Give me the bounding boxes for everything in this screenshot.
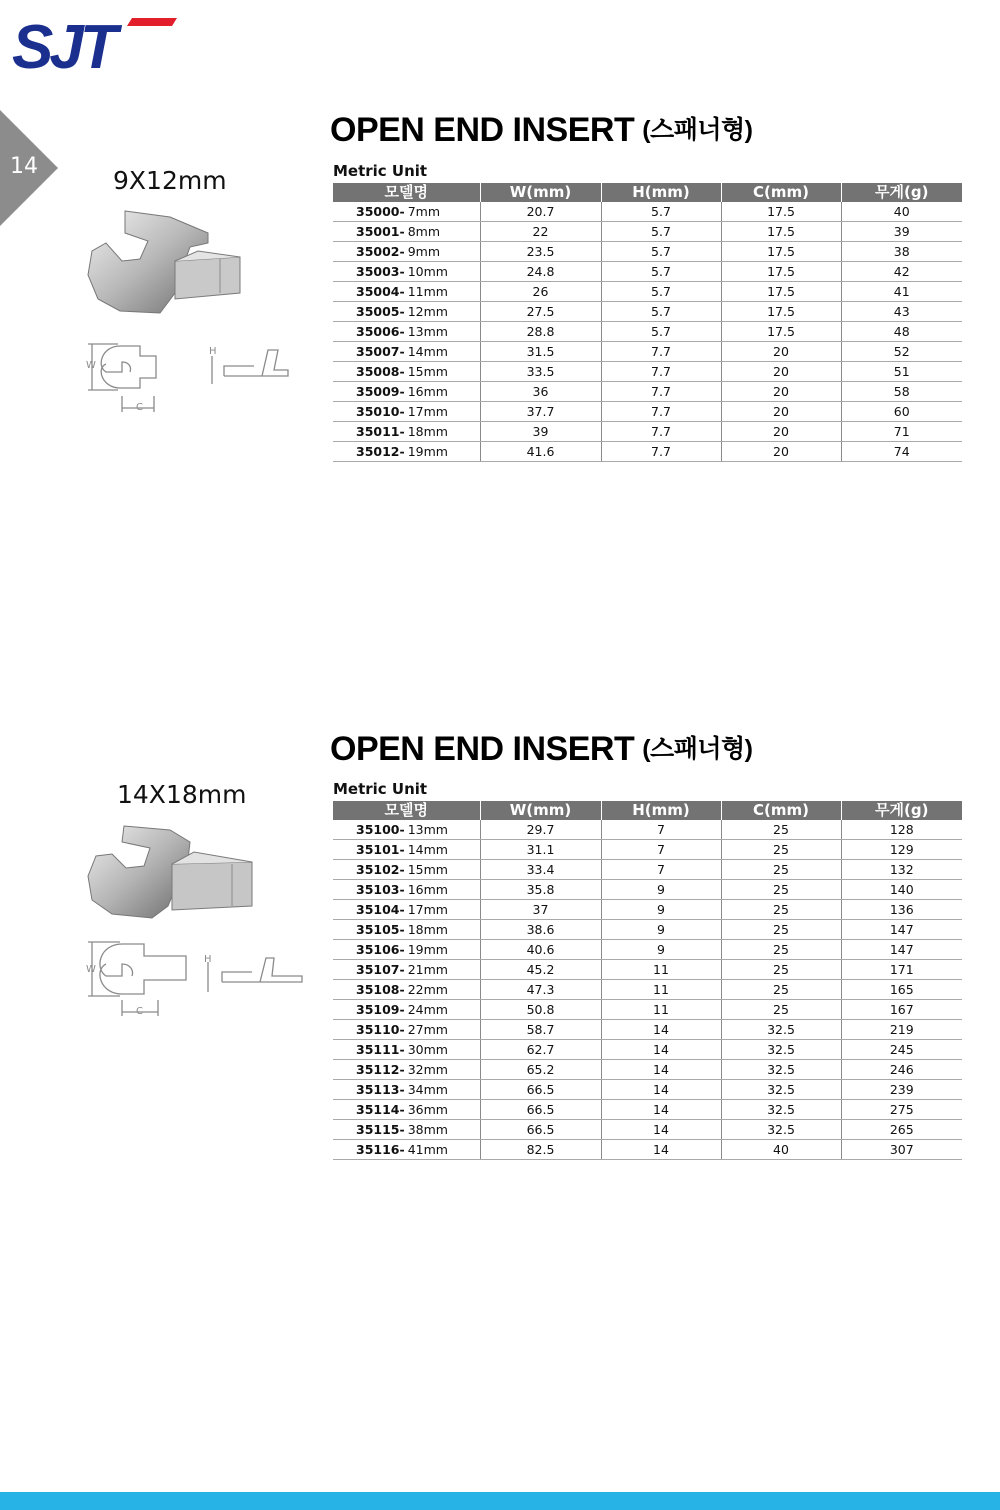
w-cell: 33.5 — [480, 362, 601, 382]
w-dimension-label: W — [86, 360, 96, 371]
model-code: 35114- — [356, 1102, 405, 1117]
model-size: 41mm — [407, 1142, 448, 1157]
weight-cell: 74 — [841, 442, 962, 462]
model-cell — [333, 860, 480, 880]
model-size: 24mm — [407, 1002, 448, 1017]
weight-cell: 171 — [841, 960, 962, 980]
w-cell: 24.8 — [480, 262, 601, 282]
h-cell: 5.7 — [601, 262, 721, 282]
weight-cell: 71 — [841, 422, 962, 442]
w-cell: 41.6 — [480, 442, 601, 462]
model-cell — [333, 880, 480, 900]
c-cell: 20 — [721, 422, 841, 442]
h-cell: 7 — [601, 840, 721, 860]
w-cell: 35.8 — [480, 880, 601, 900]
model-size: 19mm — [407, 444, 448, 459]
model-cell — [333, 980, 480, 1000]
model-cell — [333, 322, 480, 342]
model-code: 35007- — [356, 344, 405, 359]
weight-cell: 147 — [841, 920, 962, 940]
table-row — [333, 1140, 962, 1160]
table-row — [333, 362, 962, 382]
page-number: 14 — [10, 154, 38, 179]
model-size: 11mm — [407, 284, 448, 299]
model-size: 27mm — [407, 1022, 448, 1037]
weight-cell: 129 — [841, 840, 962, 860]
model-size: 9mm — [407, 244, 440, 259]
table-row — [333, 840, 962, 860]
wrench-insert-image — [80, 203, 245, 315]
weight-cell: 140 — [841, 880, 962, 900]
weight-cell: 136 — [841, 900, 962, 920]
table-header-row — [333, 801, 962, 820]
c-cell: 25 — [721, 960, 841, 980]
header-w: W(mm) — [480, 801, 601, 820]
weight-cell: 239 — [841, 1080, 962, 1100]
w-cell: 28.8 — [480, 322, 601, 342]
model-code: 35102- — [356, 862, 405, 877]
weight-cell: 60 — [841, 402, 962, 422]
spec-table — [333, 183, 962, 462]
h-cell: 7 — [601, 860, 721, 880]
c-cell: 25 — [721, 860, 841, 880]
model-size: 17mm — [407, 404, 448, 419]
w-cell: 40.6 — [480, 940, 601, 960]
w-cell: 65.2 — [480, 1060, 601, 1080]
model-size: 10mm — [407, 264, 448, 279]
model-cell — [333, 1000, 480, 1020]
c-cell: 17.5 — [721, 242, 841, 262]
h-cell: 9 — [601, 900, 721, 920]
model-code: 35003- — [356, 264, 405, 279]
spec-table — [333, 801, 962, 1160]
c-cell: 20 — [721, 442, 841, 462]
table-row — [333, 940, 962, 960]
model-size: 21mm — [407, 962, 448, 977]
weight-cell: 41 — [841, 282, 962, 302]
table-row — [333, 382, 962, 402]
model-cell — [333, 362, 480, 382]
table-row — [333, 1020, 962, 1040]
w-cell: 29.7 — [480, 820, 601, 840]
w-cell: 45.2 — [480, 960, 601, 980]
weight-cell: 43 — [841, 302, 962, 322]
weight-cell: 167 — [841, 1000, 962, 1020]
w-cell: 38.6 — [480, 920, 601, 940]
c-cell: 40 — [721, 1140, 841, 1160]
w-dimension-label: W — [86, 964, 96, 975]
model-code: 35004- — [356, 284, 405, 299]
weight-cell: 38 — [841, 242, 962, 262]
c-dimension-label: C — [136, 402, 143, 413]
h-cell: 5.7 — [601, 322, 721, 342]
model-cell — [333, 960, 480, 980]
model-size: 16mm — [407, 882, 448, 897]
model-size: 30mm — [407, 1042, 448, 1057]
c-cell: 17.5 — [721, 222, 841, 242]
table-row — [333, 402, 962, 422]
w-cell: 31.1 — [480, 840, 601, 860]
w-cell: 33.4 — [480, 860, 601, 880]
table-row — [333, 342, 962, 362]
w-cell: 23.5 — [480, 242, 601, 262]
section-title — [330, 729, 752, 769]
w-cell: 36 — [480, 382, 601, 402]
w-cell: 66.5 — [480, 1080, 601, 1100]
model-size: 14mm — [407, 842, 448, 857]
table-header-row — [333, 183, 962, 202]
c-cell: 17.5 — [721, 202, 841, 222]
w-cell: 37 — [480, 900, 601, 920]
model-size: 12mm — [407, 304, 448, 319]
w-cell: 20.7 — [480, 202, 601, 222]
h-cell: 7.7 — [601, 422, 721, 442]
insert-size-label: 14X18mm — [117, 780, 247, 809]
c-cell: 25 — [721, 880, 841, 900]
table-row — [333, 1040, 962, 1060]
c-cell: 25 — [721, 900, 841, 920]
model-code: 35110- — [356, 1022, 405, 1037]
h-cell: 14 — [601, 1080, 721, 1100]
c-cell: 32.5 — [721, 1020, 841, 1040]
table-row — [333, 1100, 962, 1120]
table-row — [333, 422, 962, 442]
model-code: 35108- — [356, 982, 405, 997]
model-cell — [333, 422, 480, 442]
model-code: 35106- — [356, 942, 405, 957]
w-cell: 50.8 — [480, 1000, 601, 1020]
table-row — [333, 960, 962, 980]
model-code: 35105- — [356, 922, 405, 937]
h-cell: 5.7 — [601, 242, 721, 262]
header-weight: 무게(g) — [841, 801, 962, 820]
model-code: 35005- — [356, 304, 405, 319]
header-h: H(mm) — [601, 801, 721, 820]
weight-cell: 165 — [841, 980, 962, 1000]
insert-size-label: 9X12mm — [113, 166, 227, 195]
table-row — [333, 1120, 962, 1140]
weight-cell: 58 — [841, 382, 962, 402]
title-text: OPEN END INSERT — [330, 111, 635, 149]
unit-label: Metric Unit — [333, 162, 428, 180]
model-code: 35008- — [356, 364, 405, 379]
c-cell: 32.5 — [721, 1040, 841, 1060]
table-row — [333, 442, 962, 462]
model-code: 35116- — [356, 1142, 405, 1157]
weight-cell: 52 — [841, 342, 962, 362]
c-dimension-label: C — [136, 1006, 143, 1017]
dimension-drawing — [82, 938, 307, 1018]
c-cell: 20 — [721, 402, 841, 422]
table-row — [333, 302, 962, 322]
model-cell — [333, 402, 480, 422]
model-cell — [333, 820, 480, 840]
model-code: 35112- — [356, 1062, 405, 1077]
w-cell: 27.5 — [480, 302, 601, 322]
model-size: 14mm — [407, 344, 448, 359]
h-dimension-label: H — [209, 346, 217, 357]
model-size: 7mm — [407, 204, 440, 219]
h-cell: 5.7 — [601, 202, 721, 222]
model-size: 36mm — [407, 1102, 448, 1117]
c-cell: 25 — [721, 980, 841, 1000]
weight-cell: 265 — [841, 1120, 962, 1140]
table-row — [333, 920, 962, 940]
table-row — [333, 880, 962, 900]
model-cell — [333, 282, 480, 302]
dimension-drawing — [82, 336, 292, 414]
model-cell — [333, 940, 480, 960]
model-cell — [333, 1020, 480, 1040]
table-row — [333, 860, 962, 880]
model-cell — [333, 1060, 480, 1080]
model-code: 35101- — [356, 842, 405, 857]
h-cell: 11 — [601, 1000, 721, 1020]
c-cell: 20 — [721, 362, 841, 382]
header-model: 모델명 — [333, 801, 480, 820]
h-cell: 11 — [601, 980, 721, 1000]
model-code: 35010- — [356, 404, 405, 419]
model-cell — [333, 442, 480, 462]
model-cell — [333, 222, 480, 242]
h-cell: 11 — [601, 960, 721, 980]
model-code: 35002- — [356, 244, 405, 259]
model-cell — [333, 202, 480, 222]
model-size: 17mm — [407, 902, 448, 917]
h-dimension-label: H — [204, 954, 212, 965]
h-cell: 14 — [601, 1100, 721, 1120]
w-cell: 31.5 — [480, 342, 601, 362]
h-cell: 5.7 — [601, 222, 721, 242]
h-cell: 9 — [601, 940, 721, 960]
model-size: 15mm — [407, 364, 448, 379]
h-cell: 7.7 — [601, 442, 721, 462]
weight-cell: 42 — [841, 262, 962, 282]
model-cell — [333, 1120, 480, 1140]
weight-cell: 275 — [841, 1100, 962, 1120]
c-cell: 32.5 — [721, 1060, 841, 1080]
model-size: 19mm — [407, 942, 448, 957]
model-code: 35115- — [356, 1122, 405, 1137]
h-cell: 14 — [601, 1060, 721, 1080]
h-cell: 5.7 — [601, 302, 721, 322]
w-cell: 26 — [480, 282, 601, 302]
section-title — [330, 110, 752, 150]
title-text: OPEN END INSERT — [330, 730, 635, 768]
weight-cell: 48 — [841, 322, 962, 342]
c-cell: 25 — [721, 840, 841, 860]
model-cell — [333, 342, 480, 362]
table-row — [333, 1080, 962, 1100]
model-size: 16mm — [407, 384, 448, 399]
weight-cell: 246 — [841, 1060, 962, 1080]
header-c: C(mm) — [721, 801, 841, 820]
model-cell — [333, 1080, 480, 1100]
w-cell: 82.5 — [480, 1140, 601, 1160]
table-row — [333, 202, 962, 222]
c-cell: 17.5 — [721, 282, 841, 302]
h-cell: 7 — [601, 820, 721, 840]
title-korean: (스패너형) — [642, 735, 753, 763]
w-cell: 62.7 — [480, 1040, 601, 1060]
c-cell: 17.5 — [721, 322, 841, 342]
h-cell: 14 — [601, 1040, 721, 1060]
model-code: 35009- — [356, 384, 405, 399]
table-row — [333, 900, 962, 920]
model-size: 18mm — [407, 922, 448, 937]
model-size: 13mm — [407, 822, 448, 837]
c-cell: 20 — [721, 342, 841, 362]
c-cell: 32.5 — [721, 1100, 841, 1120]
table-row — [333, 820, 962, 840]
model-size: 38mm — [407, 1122, 448, 1137]
model-code: 35109- — [356, 1002, 405, 1017]
w-cell: 66.5 — [480, 1100, 601, 1120]
footer-bar — [0, 1492, 1000, 1510]
c-cell: 25 — [721, 820, 841, 840]
h-cell: 5.7 — [601, 282, 721, 302]
model-size: 8mm — [407, 224, 440, 239]
c-cell: 17.5 — [721, 302, 841, 322]
model-cell — [333, 900, 480, 920]
weight-cell: 245 — [841, 1040, 962, 1060]
w-cell: 47.3 — [480, 980, 601, 1000]
weight-cell: 128 — [841, 820, 962, 840]
weight-cell: 51 — [841, 362, 962, 382]
model-size: 22mm — [407, 982, 448, 997]
model-code: 35111- — [356, 1042, 405, 1057]
title-korean: (스패너형) — [642, 116, 753, 144]
weight-cell: 219 — [841, 1020, 962, 1040]
model-cell — [333, 242, 480, 262]
weight-cell: 132 — [841, 860, 962, 880]
c-cell: 32.5 — [721, 1080, 841, 1100]
table-row — [333, 242, 962, 262]
h-cell: 9 — [601, 920, 721, 940]
model-cell — [333, 840, 480, 860]
model-cell — [333, 920, 480, 940]
weight-cell: 40 — [841, 202, 962, 222]
model-size: 32mm — [407, 1062, 448, 1077]
svg-text:SJT: SJT — [12, 13, 114, 76]
model-cell — [333, 1040, 480, 1060]
table-row — [333, 1060, 962, 1080]
header-weight: 무게(g) — [841, 183, 962, 202]
c-cell: 17.5 — [721, 262, 841, 282]
model-code: 35011- — [356, 424, 405, 439]
w-cell: 22 — [480, 222, 601, 242]
table-row — [333, 980, 962, 1000]
table-row — [333, 262, 962, 282]
model-code: 35113- — [356, 1082, 405, 1097]
table-row — [333, 222, 962, 242]
weight-cell: 307 — [841, 1140, 962, 1160]
header-w: W(mm) — [480, 183, 601, 202]
unit-label: Metric Unit — [333, 780, 428, 798]
model-code: 35006- — [356, 324, 405, 339]
w-cell: 37.7 — [480, 402, 601, 422]
weight-cell: 39 — [841, 222, 962, 242]
header-model: 모델명 — [333, 183, 480, 202]
table-row — [333, 1000, 962, 1020]
c-cell: 25 — [721, 920, 841, 940]
model-cell — [333, 262, 480, 282]
model-cell — [333, 302, 480, 322]
header-c: C(mm) — [721, 183, 841, 202]
h-cell: 7.7 — [601, 342, 721, 362]
header-h: H(mm) — [601, 183, 721, 202]
table-row — [333, 322, 962, 342]
h-cell: 7.7 — [601, 402, 721, 422]
model-size: 15mm — [407, 862, 448, 877]
h-cell: 14 — [601, 1120, 721, 1140]
w-cell: 39 — [480, 422, 601, 442]
weight-cell: 147 — [841, 940, 962, 960]
h-cell: 7.7 — [601, 382, 721, 402]
c-cell: 20 — [721, 382, 841, 402]
sjt-logo — [12, 12, 177, 76]
model-cell — [333, 1100, 480, 1120]
h-cell: 14 — [601, 1140, 721, 1160]
wrench-insert-image — [82, 822, 262, 922]
model-cell — [333, 1140, 480, 1160]
model-code: 35103- — [356, 882, 405, 897]
w-cell: 58.7 — [480, 1020, 601, 1040]
h-cell: 14 — [601, 1020, 721, 1040]
h-cell: 9 — [601, 880, 721, 900]
c-cell: 25 — [721, 940, 841, 960]
model-code: 35012- — [356, 444, 405, 459]
c-cell: 32.5 — [721, 1120, 841, 1140]
model-code: 35104- — [356, 902, 405, 917]
model-size: 34mm — [407, 1082, 448, 1097]
w-cell: 66.5 — [480, 1120, 601, 1140]
model-code: 35100- — [356, 822, 405, 837]
c-cell: 25 — [721, 1000, 841, 1020]
h-cell: 7.7 — [601, 362, 721, 382]
table-row — [333, 282, 962, 302]
model-code: 35107- — [356, 962, 405, 977]
model-size: 18mm — [407, 424, 448, 439]
model-code: 35001- — [356, 224, 405, 239]
model-size: 13mm — [407, 324, 448, 339]
model-cell — [333, 382, 480, 402]
model-code: 35000- — [356, 204, 405, 219]
